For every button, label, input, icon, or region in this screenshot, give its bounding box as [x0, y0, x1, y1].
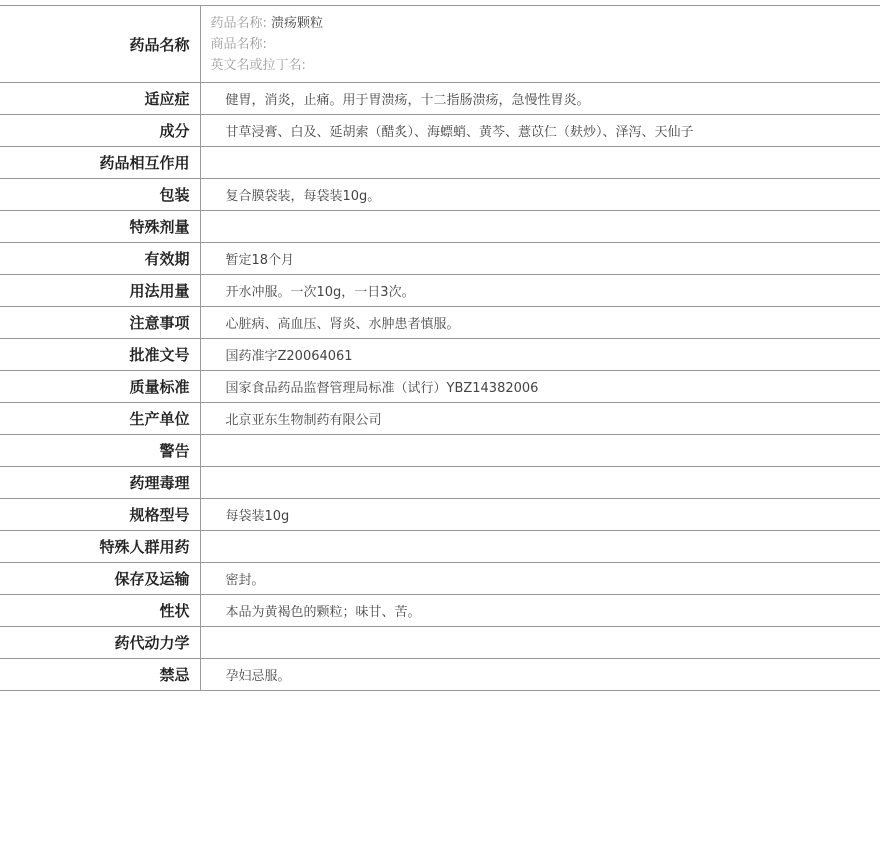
row-label: 有效期: [0, 243, 200, 275]
table-row: [0, 435, 880, 467]
row-value: [200, 147, 880, 179]
row-label: 药代动力学: [0, 627, 200, 659]
row-value: [200, 435, 880, 467]
row-label: 特殊剂量: [0, 211, 200, 243]
table-row: [0, 339, 880, 371]
row-label: 成分: [0, 115, 200, 147]
row-value: 甘草浸膏、白及、延胡索（醋炙）、海螵蛸、黄芩、薏苡仁（麸炒）、泽泻、天仙子: [225, 125, 694, 140]
row-value: [200, 627, 880, 659]
row-label: 性状: [0, 595, 200, 627]
row-value: 国家食品药品监督管理局标准（试行）YBZ14382006: [225, 381, 539, 396]
row-label: 药理毒理: [0, 467, 200, 499]
table-row: [0, 563, 880, 595]
row-value: [200, 211, 880, 243]
row-value: 国药准字Z20064061: [225, 349, 353, 364]
row-value: 开水冲服。一次10g，一日3次。: [225, 285, 415, 300]
table-row: [0, 211, 880, 243]
row-value: [200, 531, 880, 563]
row-label: 批准文号: [0, 339, 200, 371]
drug-name-line: [211, 13, 880, 34]
row-value: 密封。: [225, 573, 265, 588]
row-label: 质量标准: [0, 371, 200, 403]
table-row: [0, 179, 880, 211]
row-value: 北京亚东生物制药有限公司: [225, 413, 382, 428]
table-row: [0, 83, 880, 115]
table-row: [0, 467, 880, 499]
row-label: 警告: [0, 435, 200, 467]
row-label: 用法用量: [0, 275, 200, 307]
row-value: 孕妇忌服。: [225, 669, 291, 684]
row-label: 禁忌: [0, 659, 200, 691]
row-value: [200, 467, 880, 499]
row-label: 药品名称: [0, 6, 200, 83]
row-label: 生产单位: [0, 403, 200, 435]
table-row: [0, 403, 880, 435]
trade-name-key: 商品名称:: [210, 36, 267, 52]
row-label: 药品相互作用: [0, 147, 200, 179]
row-value: 复合膜袋装，每袋装10g。: [225, 189, 381, 204]
drug-name-value: 溃疡颗粒: [271, 15, 324, 31]
row-value: 心脏病、高血压、肾炎、水肿患者慎服。: [225, 317, 460, 332]
table-row: [0, 115, 880, 147]
drug-names-row: [0, 6, 880, 83]
drug-names-cell: [200, 6, 880, 83]
drug-name-key: 药品名称:: [210, 15, 267, 31]
row-value: 本品为黄褐色的颗粒；味甘、苦。: [225, 605, 421, 620]
table-row: [0, 371, 880, 403]
table-row: [0, 499, 880, 531]
table-row: [0, 275, 880, 307]
row-label: 规格型号: [0, 499, 200, 531]
table-row: [0, 659, 880, 691]
drug-info-table: [0, 5, 880, 691]
row-label: 适应症: [0, 83, 200, 115]
row-value: 健胃，消炎，止痛。用于胃溃疡，十二指肠溃疡，急慢性胃炎。: [225, 93, 590, 108]
table-row: [0, 307, 880, 339]
english-name-key: 英文名或拉丁名:: [210, 57, 306, 73]
row-value: 每袋装10g: [225, 509, 290, 524]
row-label: 注意事项: [0, 307, 200, 339]
english-name-line: [211, 55, 880, 76]
table-row: [0, 531, 880, 563]
table-row: [0, 627, 880, 659]
table-row: [0, 147, 880, 179]
table-row: [0, 243, 880, 275]
row-value: 暂定18个月: [225, 253, 295, 268]
trade-name-line: [211, 34, 880, 55]
row-label: 特殊人群用药: [0, 531, 200, 563]
row-label: 包装: [0, 179, 200, 211]
table-row: [0, 595, 880, 627]
row-label: 保存及运输: [0, 563, 200, 595]
